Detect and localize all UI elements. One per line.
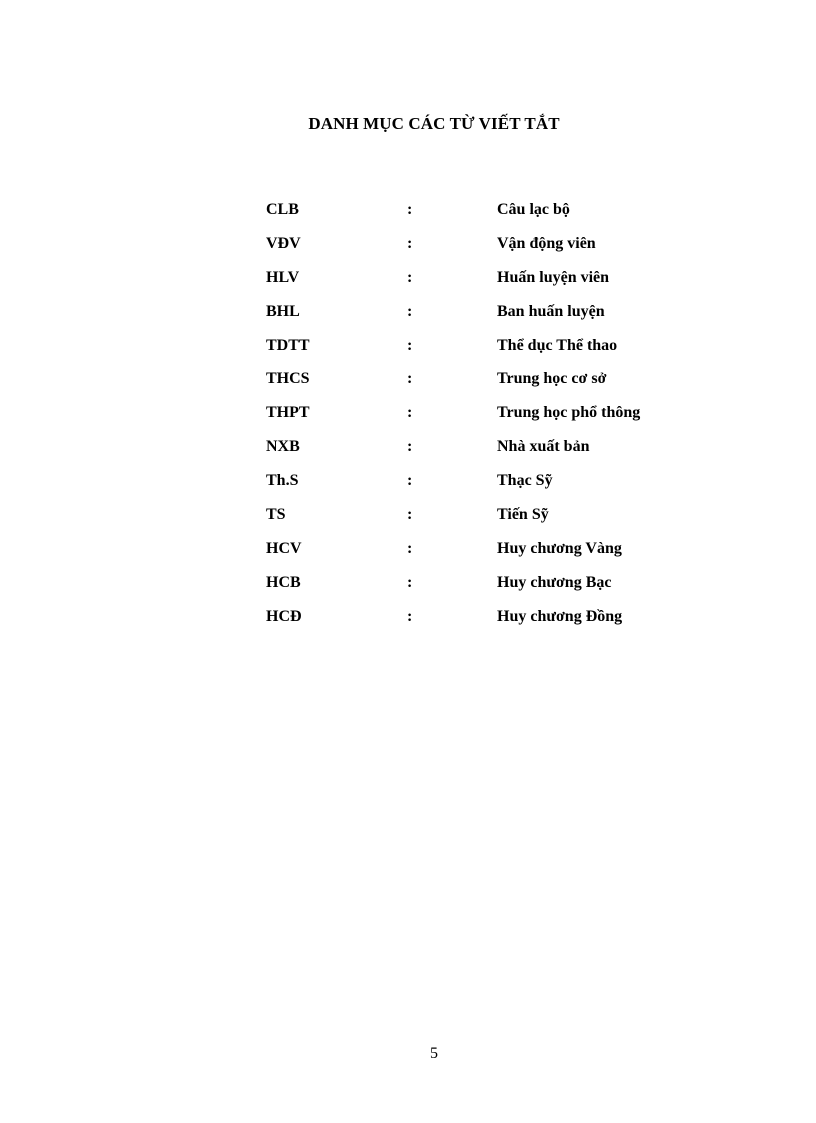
abbreviation-row <box>266 301 686 335</box>
abbreviation-code: TDTT <box>266 336 310 354</box>
separator-colon: : <box>407 336 413 354</box>
separator-colon: : <box>407 607 413 625</box>
abbreviation-code: TS <box>266 506 286 524</box>
abbreviation-code: HCV <box>266 539 302 557</box>
abbreviation-code: VĐV <box>266 234 301 252</box>
abbreviation-code: Th.S <box>266 472 299 490</box>
separator-colon: : <box>407 472 413 490</box>
abbreviation-meaning: Trung học phổ thông <box>497 404 641 422</box>
abbreviation-row <box>266 504 686 538</box>
abbreviation-meaning: Câu lạc bộ <box>497 201 570 218</box>
abbreviation-row <box>266 267 686 301</box>
separator-colon: : <box>407 539 413 557</box>
abbreviation-code: HCB <box>266 573 301 591</box>
separator-colon: : <box>407 506 413 524</box>
abbreviation-meaning: Vận động viên <box>497 234 596 252</box>
abbreviation-row <box>266 572 686 606</box>
abbreviation-code: BHL <box>266 302 300 320</box>
page-title: DANH MỤC CÁC TỪ VIẾT TẮT <box>308 114 560 133</box>
abbreviation-meaning: Thể dục Thể thao <box>497 336 618 354</box>
separator-colon: : <box>407 404 413 422</box>
abbreviation-meaning: Nhà xuất bản <box>497 438 590 456</box>
abbreviation-row <box>266 233 686 267</box>
abbreviation-row <box>266 538 686 572</box>
page-number: 5 <box>430 1045 438 1062</box>
abbreviation-meaning: Tiến Sỹ <box>497 506 549 524</box>
abbreviation-row <box>266 436 686 470</box>
abbreviation-row <box>266 199 686 233</box>
abbreviation-code: HLV <box>266 268 300 286</box>
abbreviation-row <box>266 335 686 369</box>
abbreviation-meaning: Huấn luyện viên <box>497 268 610 286</box>
abbreviation-meaning: Ban huấn luyện <box>497 302 605 320</box>
abbreviation-row <box>266 470 686 504</box>
abbreviation-meaning: Huy chương Vàng <box>497 539 622 557</box>
separator-colon: : <box>407 370 413 388</box>
abbreviation-code: THCS <box>266 370 310 388</box>
abbreviation-meaning: Trung học cơ sở <box>497 370 607 388</box>
abbreviation-code: CLB <box>266 201 299 218</box>
abbreviation-code: THPT <box>266 404 310 422</box>
abbreviation-row <box>266 368 686 402</box>
separator-colon: : <box>407 268 413 286</box>
separator-colon: : <box>407 438 413 456</box>
abbreviation-list <box>266 199 686 640</box>
abbreviation-meaning: Thạc Sỹ <box>497 472 553 490</box>
abbreviation-row <box>266 606 686 640</box>
abbreviation-meaning: Huy chương Đồng <box>497 607 623 625</box>
abbreviation-code: HCĐ <box>266 607 302 625</box>
abbreviation-row <box>266 402 686 436</box>
separator-colon: : <box>407 573 413 591</box>
separator-colon: : <box>407 302 413 320</box>
abbreviation-code: NXB <box>266 438 300 456</box>
separator-colon: : <box>407 234 413 252</box>
abbreviation-meaning: Huy chương Bạc <box>497 573 612 591</box>
separator-colon: : <box>407 201 413 218</box>
